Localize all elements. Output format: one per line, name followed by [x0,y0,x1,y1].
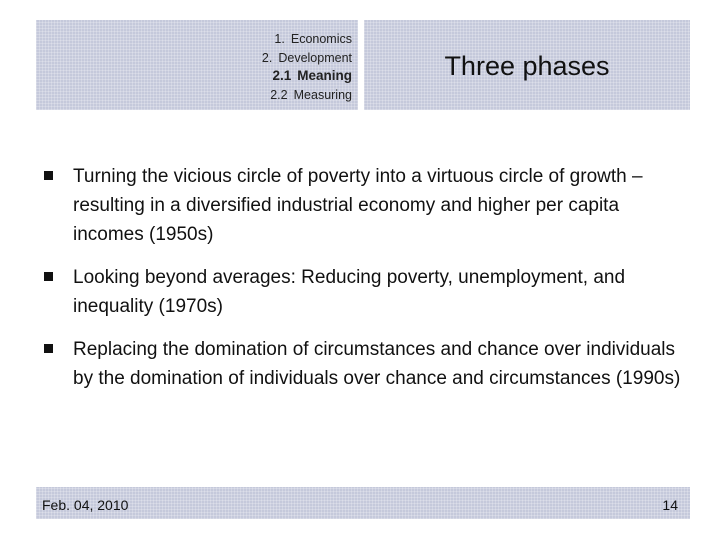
outline-item-economics [262,30,352,49]
bullet-text: Replacing the domination of circumstances and chance over individuals by the domination of individuals over chance and circumstances (1990s) [73,339,681,389]
bullet-item [44,335,684,393]
square-bullet-icon [44,171,53,180]
outline-item-label: Development [278,50,352,65]
outline-panel [36,20,358,110]
outline-list [262,30,352,104]
bullet-text: Looking beyond averages: Reducing poverty, unemployment, and inequality (1970s) [73,267,626,317]
outline-item-label: Economics [290,32,352,46]
bullet-item [44,263,684,321]
bullet-item [44,162,684,249]
outline-item-label: Measuring [293,87,352,102]
footer-date: Feb. 04, 2010 [42,497,129,513]
square-bullet-icon [44,272,53,281]
outline-item-measuring [262,86,352,105]
outline-item-meaning [262,67,352,86]
outline-item-number: 1. [274,32,285,46]
bullet-list [44,162,684,407]
outline-item-development [262,49,352,68]
slide-title: Three phases [444,51,610,81]
title-panel [364,20,690,110]
footer-bar [36,487,690,519]
page-number: 14 [662,497,678,513]
bullet-text: Turning the vicious circle of poverty into a virtuous circle of growth – resulting in a diversified industrial economy and higher per capita incomes (1950s) [73,166,643,245]
outline-item-label: Meaning [297,68,352,83]
outline-item-number: 2.1 [272,68,292,83]
square-bullet-icon [44,344,53,353]
outline-item-number: 2. [261,50,273,65]
outline-item-number: 2.2 [270,87,288,102]
